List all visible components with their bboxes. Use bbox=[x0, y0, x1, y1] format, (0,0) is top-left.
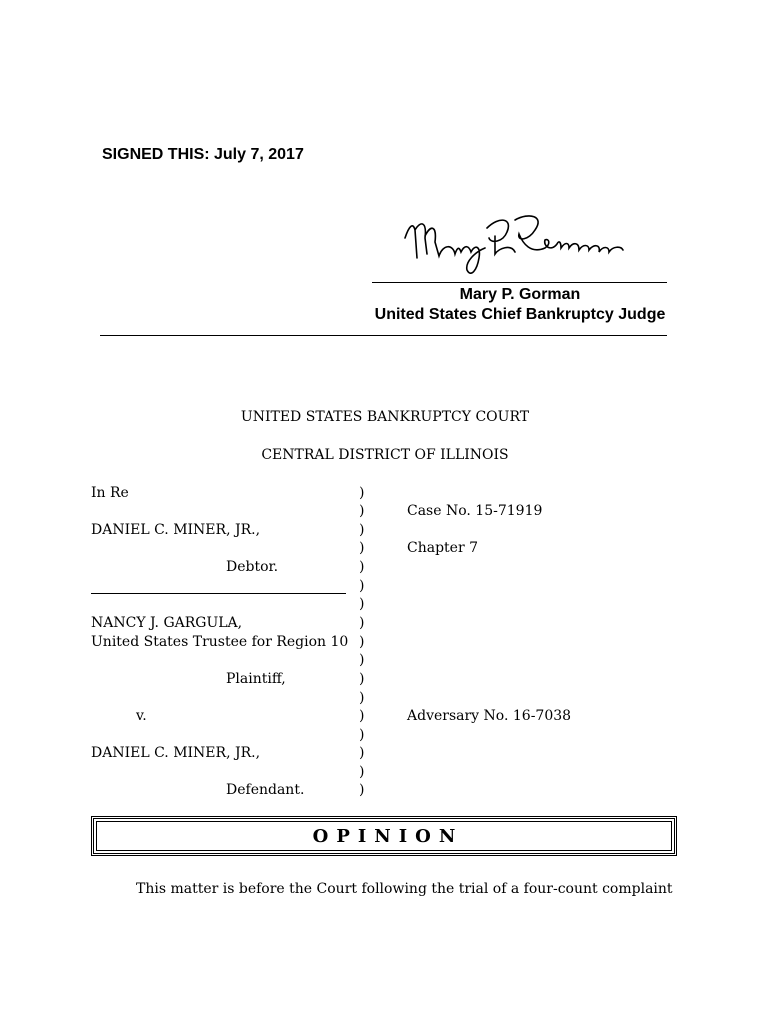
caption-paren: ) bbox=[359, 578, 365, 594]
court-district: CENTRAL DISTRICT OF ILLINOIS bbox=[261, 447, 509, 463]
opinion-body-first-line: This matter is before the Court following the trial of a four-count complaint bbox=[136, 881, 673, 897]
caption-paren: ) bbox=[359, 652, 365, 668]
caption-adversary-number: Adversary No. 16-7038 bbox=[407, 708, 572, 724]
judge-signature bbox=[395, 208, 635, 280]
caption-paren: ) bbox=[359, 596, 365, 612]
opinion-heading: OPINION bbox=[312, 825, 464, 847]
judge-title: United States Chief Bankruptcy Judge bbox=[374, 306, 666, 323]
caption-paren: ) bbox=[359, 671, 365, 687]
caption-paren: ) bbox=[359, 764, 365, 780]
caption-chapter: Chapter 7 bbox=[407, 540, 478, 556]
caption-in-re: In Re bbox=[91, 485, 129, 501]
caption-debtor-role: Debtor. bbox=[226, 559, 279, 575]
caption-defendant-role: Defendant. bbox=[226, 782, 305, 798]
caption-versus: v. bbox=[136, 708, 147, 724]
caption-paren: ) bbox=[359, 634, 365, 650]
judge-name: Mary P. Gorman bbox=[459, 286, 581, 303]
caption-paren: ) bbox=[359, 615, 365, 631]
caption-paren: ) bbox=[359, 522, 365, 538]
caption-party-divider bbox=[91, 593, 346, 594]
caption-paren: ) bbox=[359, 559, 365, 575]
signed-date-header: SIGNED THIS: July 7, 2017 bbox=[102, 146, 304, 163]
caption-paren: ) bbox=[359, 690, 365, 706]
caption-paren: ) bbox=[359, 485, 365, 501]
caption-paren: ) bbox=[359, 540, 365, 556]
caption-defendant-name: DANIEL C. MINER, JR., bbox=[91, 745, 261, 761]
court-name: UNITED STATES BANKRUPTCY COURT bbox=[240, 409, 530, 425]
caption-paren: ) bbox=[359, 745, 365, 761]
signature-line bbox=[372, 282, 667, 283]
caption-debtor-name: DANIEL C. MINER, JR., bbox=[91, 522, 261, 538]
caption-plaintiff-title: United States Trustee for Region 10 bbox=[91, 634, 349, 650]
opinion-heading-box bbox=[91, 816, 677, 856]
caption-case-number: Case No. 15-71919 bbox=[407, 503, 543, 519]
caption-plaintiff-name: NANCY J. GARGULA, bbox=[91, 615, 243, 631]
caption-paren: ) bbox=[359, 727, 365, 743]
header-divider bbox=[100, 335, 667, 336]
caption-paren: ) bbox=[359, 503, 365, 519]
caption-plaintiff-role: Plaintiff, bbox=[226, 671, 286, 687]
caption-paren: ) bbox=[359, 782, 365, 798]
caption-paren: ) bbox=[359, 708, 365, 724]
